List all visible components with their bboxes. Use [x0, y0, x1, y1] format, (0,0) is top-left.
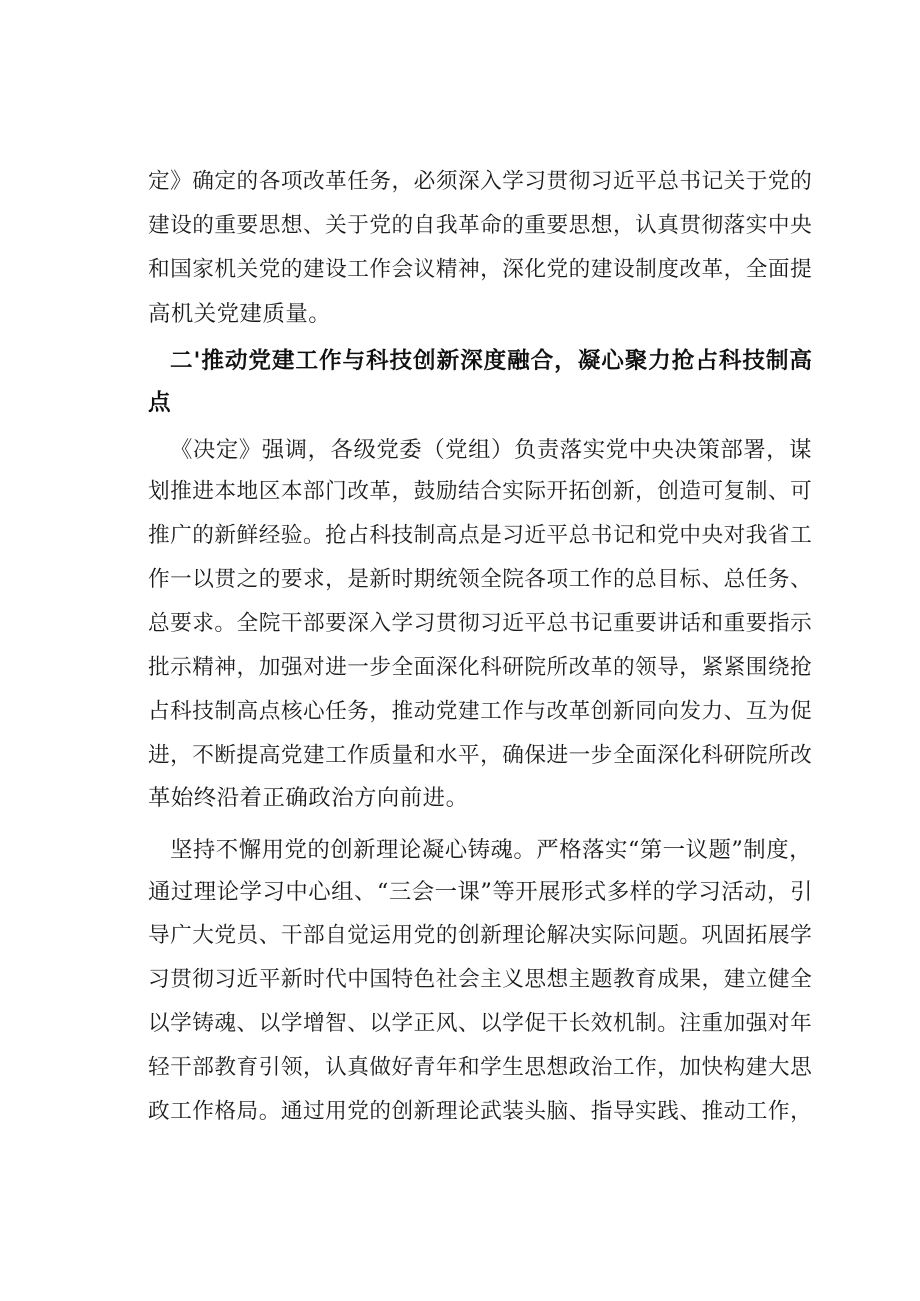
decision-line: 批示精神，加强对进一步全面深化科研院所改革的领导，紧紧围绕抢: [148, 655, 813, 680]
theory-line: 习贯彻习近平新时代中国特色社会主义思想主题教育成果，建立健全: [148, 967, 813, 992]
theory-line: 政工作格局。通过用党的创新理论武装头脑、指导实践、推动工作，: [148, 1099, 813, 1124]
section-heading: 二'推动党建工作与科技创新深度融合，凝心聚力抢占科技制高: [170, 348, 812, 374]
decision-line: 进，不断提高党建工作质量和水平，确保进一步全面深化科研院所改: [148, 743, 813, 768]
decision-line: 作一以贯之的要求，是新时期统领全院各项工作的总目标、总任务、: [148, 567, 813, 592]
decision-line: 占科技制高点核心任务，推动党建工作与改革创新同向发力、互为促: [148, 699, 813, 724]
theory-line: 通过理论学习中心组、“三会一课”等开展形式多样的学习活动，引: [148, 879, 813, 905]
theory-line: 导广大党员、干部自觉运用党的创新理论解决实际问题。巩固拓展学: [148, 923, 813, 948]
theory-line: 以学铸魂、以学增智、以学正风、以学促干长效机制。注重加强对年: [148, 1011, 813, 1036]
decision-line: 《决定》强调，各级党委（党组）负责落实党中央决策部署，谋: [170, 437, 812, 463]
section-heading: 点: [148, 390, 171, 416]
intro-line: 高机关党建质量。: [148, 301, 332, 327]
theory-line: 轻干部教育引领，认真做好青年和学生思想政治工作，加快构建大思: [148, 1055, 813, 1080]
decision-line: 总要求。全院干部要深入学习贯彻习近平总书记重要讲话和重要指示: [148, 611, 813, 636]
decision-line: 革始终沿着正确政治方向前进。: [148, 785, 469, 811]
decision-line: 推广的新鲜经验。抢占科技制高点是习近平总书记和党中央对我省工: [148, 523, 813, 548]
decision-line: 划推进本地区本部门改革，鼓励结合实际开拓创新，创造可复制、可: [148, 479, 813, 504]
intro-line: 和国家机关党的建设工作会议精神，深化党的建设制度改革，全面提: [148, 257, 813, 282]
intro-line: 定》确定的各项改革任务，必须深入学习贯彻习近平总书记关于党的: [148, 169, 813, 194]
intro-line: 建设的重要思想、关于党的自我革命的重要思想，认真贯彻落实中央: [148, 213, 813, 238]
theory-line: 坚持不懈用党的创新理论凝心铸魂。严格落实“第一议题”制度，: [170, 837, 812, 863]
